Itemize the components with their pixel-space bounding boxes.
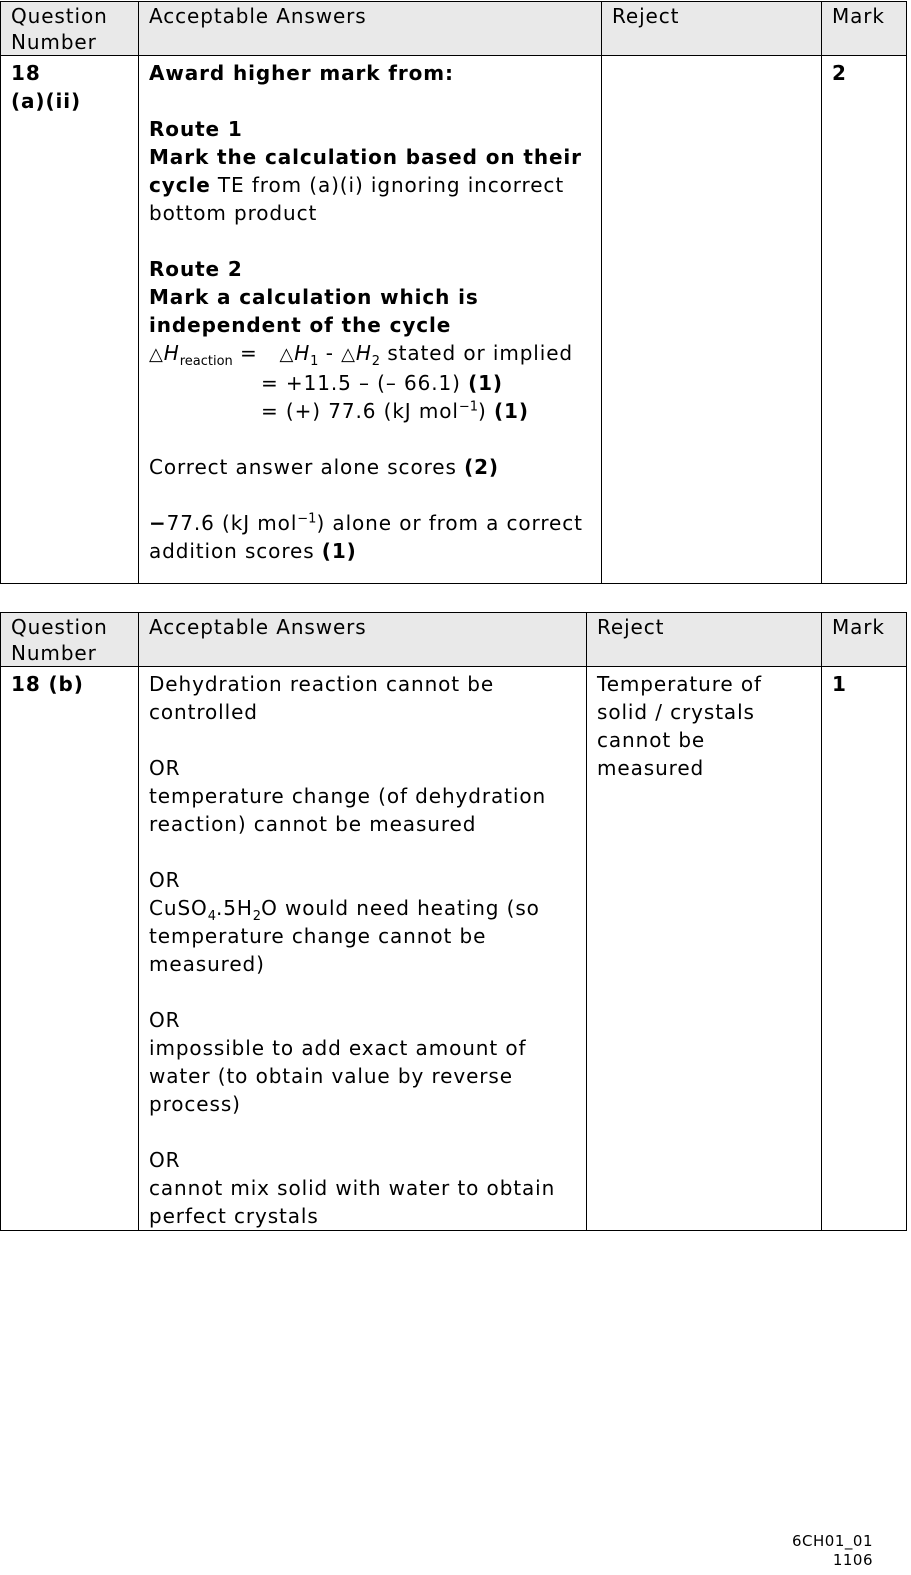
calc-2-superscript: −1	[458, 399, 479, 415]
subscript-2: 2	[252, 909, 262, 924]
negative-text: ) alone or from a correct addition scores	[149, 511, 583, 563]
subscript-reaction: reaction	[179, 354, 233, 369]
calc-2-mark: (1)	[493, 399, 529, 423]
award-instruction: Award higher mark from:	[149, 61, 454, 85]
subscript-1: 1	[310, 354, 319, 369]
answer-4: impossible to add exact amount of water (to obtain value by reverse process)	[149, 1036, 527, 1116]
route-1-text	[149, 143, 591, 227]
minus-sign: -	[318, 341, 342, 365]
negative-superscript: −1	[297, 511, 317, 527]
delta-icon: △	[279, 344, 295, 365]
header-reject: Reject	[587, 613, 822, 667]
header-acceptable-answers: Acceptable Answers	[139, 2, 602, 56]
answer-1: Dehydration reaction cannot be controlled	[149, 672, 495, 724]
h-symbol: H	[294, 341, 311, 365]
calc-1-text: = +11.5 – (– 66.1)	[261, 371, 469, 395]
equals-sign: =	[232, 341, 280, 365]
route-1-rest: TE from (a)(i) ignoring incorrect bottom product	[149, 173, 565, 225]
or-separator: OR	[149, 1008, 181, 1032]
subscript-2: 2	[371, 354, 381, 369]
answer-3	[149, 894, 576, 978]
negative-sign: −	[149, 511, 167, 535]
header-mark: Mark	[822, 2, 907, 56]
reject-cell	[602, 56, 822, 584]
formula-cuso: CuSO	[149, 896, 208, 920]
delta-icon: △	[341, 344, 356, 365]
negative-mark: (1)	[321, 539, 357, 563]
question-number: 18 (b)	[1, 667, 139, 1231]
h-symbol: H	[355, 341, 372, 365]
acceptable-answers	[139, 667, 587, 1231]
table-header-row	[1, 2, 907, 56]
or-separator: OR	[149, 756, 181, 780]
header-question-number: Question Number	[1, 613, 139, 667]
page-footer	[792, 1532, 873, 1570]
or-separator: OR	[149, 868, 181, 892]
header-question-number: Question Number	[1, 2, 139, 56]
negative-value: 77.6 (kJ mol	[166, 511, 298, 535]
negative-answer-note	[149, 509, 591, 565]
acceptable-answers	[139, 56, 602, 584]
calc-2-close: )	[478, 399, 494, 423]
calc-2-text: = (+) 77.6 (kJ mol	[261, 399, 459, 423]
correct-answer-note	[149, 453, 591, 481]
correct-answer-text: Correct answer alone scores	[149, 455, 465, 479]
header-acceptable-answers: Acceptable Answers	[139, 613, 587, 667]
mark-scheme-table-18a-ii	[0, 1, 907, 584]
table-row	[1, 667, 907, 1231]
table-header-row	[1, 613, 907, 667]
enthalpy-equation	[149, 339, 591, 369]
mark-value: 2	[822, 56, 907, 584]
calculation-step-1	[149, 369, 591, 397]
correct-answer-mark: (2)	[464, 455, 499, 479]
answer-2: temperature change (of dehydration reaction) cannot be measured	[149, 784, 547, 836]
page-code: 1106	[832, 1551, 873, 1569]
formula-5h: .5H	[215, 896, 253, 920]
route-2-title: Route 2	[149, 257, 243, 281]
reject-cell: Temperature of solid / crystals cannot be measured	[587, 667, 822, 1231]
paper-code: 6CH01_01	[792, 1532, 873, 1550]
header-reject: Reject	[602, 2, 822, 56]
route-2-text: Mark a calculation which is independent of the cycle	[149, 285, 479, 337]
mark-value: 1	[822, 667, 907, 1231]
subscript-4: 4	[207, 909, 216, 924]
delta-icon: △	[149, 344, 164, 365]
header-mark: Mark	[822, 613, 907, 667]
route-1-bold: Mark the calculation based on their cycle	[149, 145, 582, 197]
route-1-title: Route 1	[149, 117, 243, 141]
mark-scheme-table-18b	[0, 612, 907, 1231]
h-symbol: H	[163, 341, 180, 365]
equation-tail: stated or implied	[380, 341, 574, 365]
table-row	[1, 56, 907, 584]
calc-1-mark: (1)	[468, 371, 503, 395]
or-separator: OR	[149, 1148, 181, 1172]
answer-3-text: O would need heating (so temperature change cannot be measured)	[149, 896, 540, 976]
calculation-step-2	[149, 397, 591, 425]
answer-5: cannot mix solid with water to obtain perfect crystals	[149, 1176, 556, 1228]
question-number: 18 (a)(ii)	[1, 56, 139, 584]
